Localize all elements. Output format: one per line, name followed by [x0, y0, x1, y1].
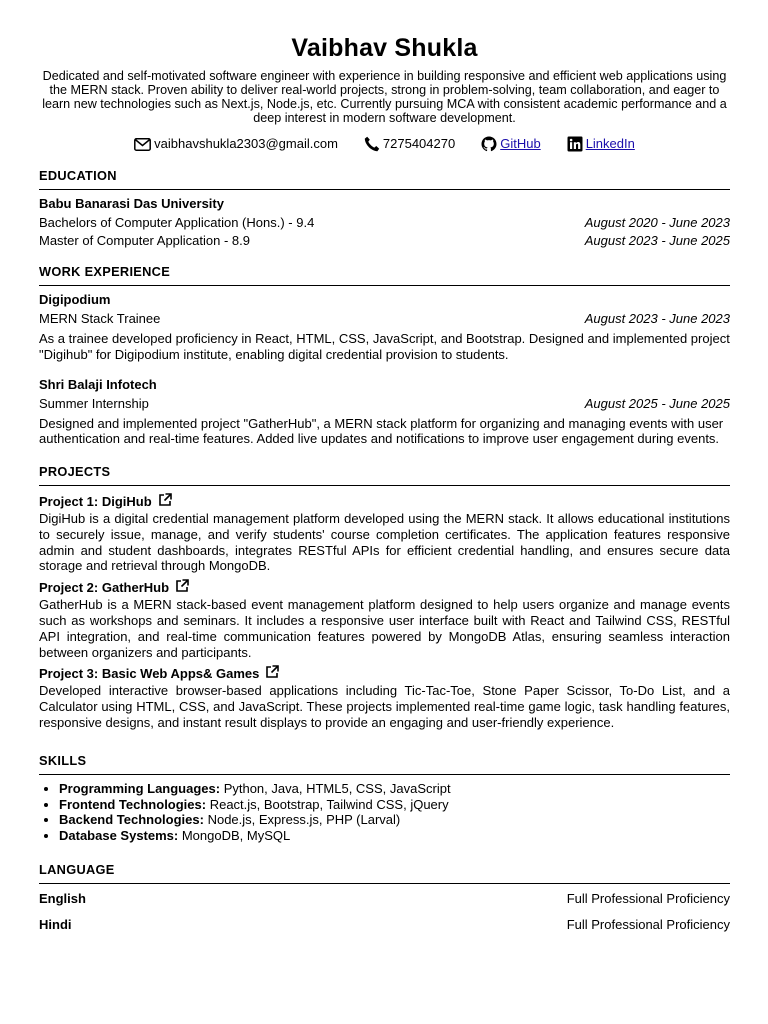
job-description: Designed and implemented project "GatherHub", a MERN stack platform for organizing and managing events with user authentication and real-time features. Added live updates and notifications to improve user engagement during events.	[39, 415, 724, 447]
external-link-icon[interactable]	[265, 665, 279, 683]
language-level: Full Professional Proficiency	[566, 891, 730, 906]
skill-values: MongoDB, MySQL	[178, 827, 291, 843]
envelope-icon	[134, 138, 151, 151]
project-title	[39, 579, 730, 597]
language-row	[39, 917, 730, 933]
project-title	[39, 493, 730, 511]
skill-category: Programming Languages:	[59, 781, 221, 796]
list-item	[59, 828, 730, 844]
github-link[interactable]: GitHub	[500, 136, 541, 151]
job-dates: August 2025 - June 2025	[584, 395, 730, 411]
job-role: Summer Internship	[39, 395, 149, 411]
language-level: Full Professional Proficiency	[566, 917, 730, 932]
job-description: As a trainee developed proficiency in React, HTML, CSS, JavaScript, and Bootstrap. Designed and implemented project "Digihub" for Digipodium institute, enabling digital credential provision to students.	[39, 331, 730, 362]
company-name: Digipodium	[39, 292, 111, 307]
section-title-projects: PROJECTS	[39, 464, 111, 479]
project-name: Project 3: Basic Web Apps& Games	[39, 666, 260, 682]
email-text[interactable]: vaibhavshukla2303@gmail.com	[154, 136, 338, 151]
skill-category: Backend Technologies:	[59, 812, 204, 828]
section-divider	[39, 774, 730, 775]
degree-row	[39, 215, 730, 231]
phone-icon	[364, 136, 380, 152]
skill-values: Python, Java, HTML5, CSS, JavaScript	[220, 781, 451, 796]
section-title-education: EDUCATION	[39, 168, 117, 183]
skills-section	[39, 753, 730, 843]
job-dates: August 2023 - June 2023	[584, 311, 730, 326]
section-title-language: LANGUAGE	[39, 862, 115, 877]
contact-email[interactable]	[134, 136, 338, 152]
work-section	[39, 264, 730, 447]
external-link-icon[interactable]	[158, 493, 172, 511]
section-divider	[39, 189, 730, 190]
section-title-work: WORK EXPERIENCE	[39, 264, 171, 279]
skill-category: Frontend Technologies:	[59, 796, 207, 812]
list-item	[59, 797, 730, 813]
skill-values: Node.js, Express.js, PHP (Larval)	[203, 812, 401, 828]
project-description: DigiHub is a digital credential management platform developed using the MERN stack. It allows educational institutions to securely issue, manage, and verify students' course completion certificates. The application features responsive admin and student dashboards, integrates RESTful APIs for efficient credential handling, and ensures secure data storage and retrieval through MongoDB.	[39, 511, 730, 574]
summary: Dedicated and self-motivated software engineer with experience in building responsive and efficient web applications using the MERN stack. Proven ability to deliver real-world projects, strong in problem-solving, team collaboration, and eager to learn new technologies such as Next.js, Node.js, etc. Currently pursuing MCA with consistent academic performance and a deep interest in modern software development.	[42, 69, 727, 125]
language-section	[39, 862, 730, 933]
projects-section	[39, 464, 730, 731]
contact-phone[interactable]	[364, 136, 455, 152]
contact-linkedin[interactable]	[567, 136, 635, 152]
skills-list	[39, 781, 730, 843]
job-row	[39, 311, 730, 327]
institution-name: Babu Banarasi Das University	[39, 196, 224, 211]
section-divider	[39, 285, 730, 286]
linkedin-icon	[567, 136, 583, 152]
skill-values: React.js, Bootstrap, Tailwind CSS, jQuery	[206, 796, 449, 812]
degree-title: Master of Computer Application - 8.9	[39, 233, 250, 248]
job-role: MERN Stack Trainee	[39, 311, 161, 326]
language-name: Hindi	[39, 917, 72, 932]
candidate-name: Vaibhav Shukla	[291, 34, 478, 62]
section-title-skills: SKILLS	[39, 753, 87, 768]
project-description: GatherHub is a MERN stack-based event management platform designed to help users organize and manage events such as workshops and seminars. It includes a responsive user interface built with React and Tailwind CSS, RESTful API integration, and real-time communication features powered by MongoDB Atlas, ensuring seamless interaction between organizers and participants.	[39, 597, 730, 660]
degree-dates: August 2023 - June 2025	[584, 233, 730, 248]
project-name: Project 2: GatherHub	[39, 580, 170, 596]
degree-row	[39, 233, 730, 249]
company-name: Shri Balaji Infotech	[39, 376, 157, 392]
github-icon	[481, 136, 497, 152]
project-name: Project 1: DigiHub	[39, 494, 152, 509]
contact-github[interactable]	[481, 136, 540, 152]
degree-dates: August 2020 - June 2023	[584, 215, 730, 230]
contact-bar	[39, 136, 730, 152]
list-item	[59, 781, 730, 797]
skill-category: Database Systems:	[59, 827, 179, 843]
project-title	[39, 665, 730, 683]
education-section	[39, 168, 730, 249]
language-name: English	[39, 891, 86, 906]
linkedin-link[interactable]: LinkedIn	[585, 136, 635, 151]
project-description: Developed interactive browser-based applications including Tic-Tac-Toe, Stone Paper Scissor, To-Do List, and a Calculator using HTML, CSS, and JavaScript. These projects implemented real-time game logic, task handling features, responsive designs, and instant result displays to provide an engaging and user-friendly experience.	[39, 683, 730, 730]
list-item	[59, 812, 730, 828]
section-divider	[39, 883, 730, 884]
job-row	[39, 396, 730, 412]
degree-title: Bachelors of Computer Application (Hons.) - 9.4	[39, 215, 315, 230]
section-divider	[39, 485, 730, 486]
phone-text[interactable]: 7275404270	[382, 136, 456, 151]
language-row	[39, 891, 730, 907]
external-link-icon[interactable]	[175, 579, 189, 597]
